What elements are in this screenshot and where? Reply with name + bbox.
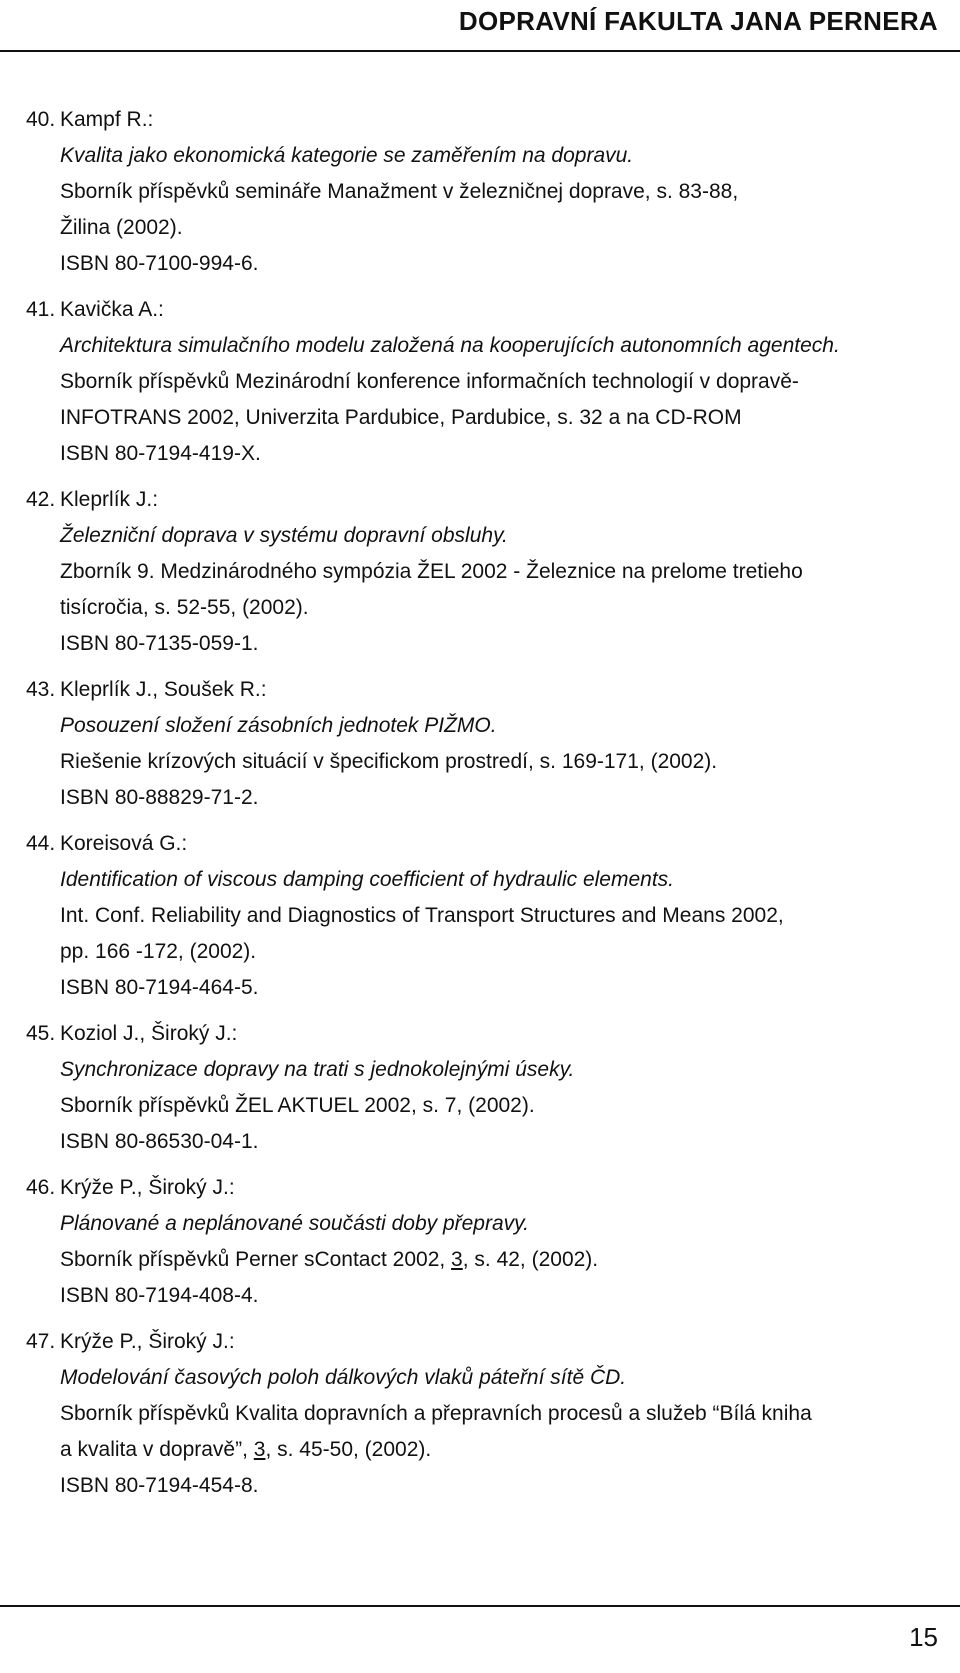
entry-title: Kvalita jako ekonomická kategorie se zaměřením na dopravu.	[60, 144, 634, 167]
bib-entry	[26, 292, 938, 472]
running-header: DOPRAVNÍ FAKULTA JANA PERNERA	[458, 6, 938, 36]
bib-entry	[26, 826, 938, 1006]
bib-entry	[26, 1324, 938, 1504]
bib-entry	[26, 1170, 938, 1314]
entry-authors: Kavička A.:	[60, 298, 164, 321]
entry-source-line: Sborník příspěvků semináře Manažment v železničnej doprave, s. 83-88,	[60, 180, 739, 203]
entry-isbn: ISBN 80-7194-454-8.	[60, 1474, 259, 1497]
entry-source-line: a kvalita v dopravě”, 3, s. 45-50, (2002).	[60, 1438, 432, 1461]
entry-authors: Kleprlík J.:	[60, 488, 159, 511]
entry-source-line: Int. Conf. Reliability and Diagnostics of Transport Structures and Means 2002,	[60, 904, 784, 927]
bib-entry	[26, 672, 938, 816]
entry-source-line: Sborník příspěvků Kvalita dopravních a přepravních procesů a služeb “Bílá kniha	[60, 1402, 812, 1425]
entry-source-line: Sborník příspěvků Mezinárodní konference informačních technologií v dopravě-	[60, 370, 799, 393]
entry-number: 41.	[26, 298, 56, 321]
entry-source-line: Sborník příspěvků Perner sContact 2002, 3, s. 42, (2002).	[60, 1248, 599, 1271]
entry-isbn: ISBN 80-7194-419-X.	[60, 442, 261, 465]
entry-authors: Krýže P., Široký J.:	[60, 1330, 235, 1353]
entry-isbn: ISBN 80-7194-464-5.	[60, 976, 259, 999]
bibliography-list	[26, 102, 938, 1514]
entry-title: Architektura simulačního modelu založená na kooperujících autonomních agentech.	[60, 334, 840, 357]
entry-isbn: ISBN 80-7100-994-6.	[60, 252, 259, 275]
entry-isbn: ISBN 80-88829-71-2.	[60, 786, 259, 809]
entry-number: 40.	[26, 108, 56, 131]
entry-title: Modelování časových poloh dálkových vlaků páteřní sítě ČD.	[60, 1366, 627, 1389]
entry-isbn: ISBN 80-7135-059-1.	[60, 632, 259, 655]
page-number: 15	[909, 1622, 938, 1652]
footer-rule	[0, 1605, 960, 1607]
entry-authors: Koziol J., Široký J.:	[60, 1022, 238, 1045]
entry-source-line: Zborník 9. Medzinárodného sympózia ŽEL 2002 - Železnice na prelome tretieho	[60, 560, 803, 583]
entry-authors: Koreisová G.:	[60, 832, 188, 855]
volume-number: 3	[451, 1248, 463, 1271]
entry-isbn: ISBN 80-7194-408-4.	[60, 1284, 259, 1307]
header-rule	[0, 50, 960, 52]
entry-title: Identification of viscous damping coefficient of hydraulic elements.	[60, 868, 674, 891]
entry-number: 42.	[26, 488, 56, 511]
entry-number: 45.	[26, 1022, 56, 1045]
entry-source-line: Žilina (2002).	[60, 216, 183, 239]
bib-entry	[26, 102, 938, 282]
entry-title: Plánované a neplánované součásti doby přepravy.	[60, 1212, 529, 1235]
entry-title: Synchronizace dopravy na trati s jednokolejnými úseky.	[60, 1058, 575, 1081]
entry-authors: Kampf R.:	[60, 108, 154, 131]
entry-number: 43.	[26, 678, 56, 701]
entry-isbn: ISBN 80-86530-04-1.	[60, 1130, 259, 1153]
entry-source-line: Sborník příspěvků ŽEL AKTUEL 2002, s. 7, (2002).	[60, 1094, 535, 1117]
entry-number: 44.	[26, 832, 56, 855]
entry-title: Železniční doprava v systému dopravní obsluhy.	[60, 524, 508, 547]
entry-number: 47.	[26, 1330, 56, 1353]
bib-entry	[26, 482, 938, 662]
entry-source-line: Riešenie krízových situácií v špecifickom prostredí, s. 169-171, (2002).	[60, 750, 718, 773]
entry-source-line: tisícročia, s. 52-55, (2002).	[60, 596, 309, 619]
entry-title: Posouzení složení zásobních jednotek PIŽMO.	[60, 714, 497, 737]
bib-entry	[26, 1016, 938, 1160]
entry-source-line: pp. 166 -172, (2002).	[60, 940, 257, 963]
entry-authors: Kleprlík J., Soušek R.:	[60, 678, 267, 701]
entry-source-line: INFOTRANS 2002, Univerzita Pardubice, Pardubice, s. 32 a na CD-ROM	[60, 406, 742, 429]
entry-authors: Krýže P., Široký J.:	[60, 1176, 235, 1199]
entry-number: 46.	[26, 1176, 56, 1199]
volume-number: 3	[253, 1438, 266, 1461]
